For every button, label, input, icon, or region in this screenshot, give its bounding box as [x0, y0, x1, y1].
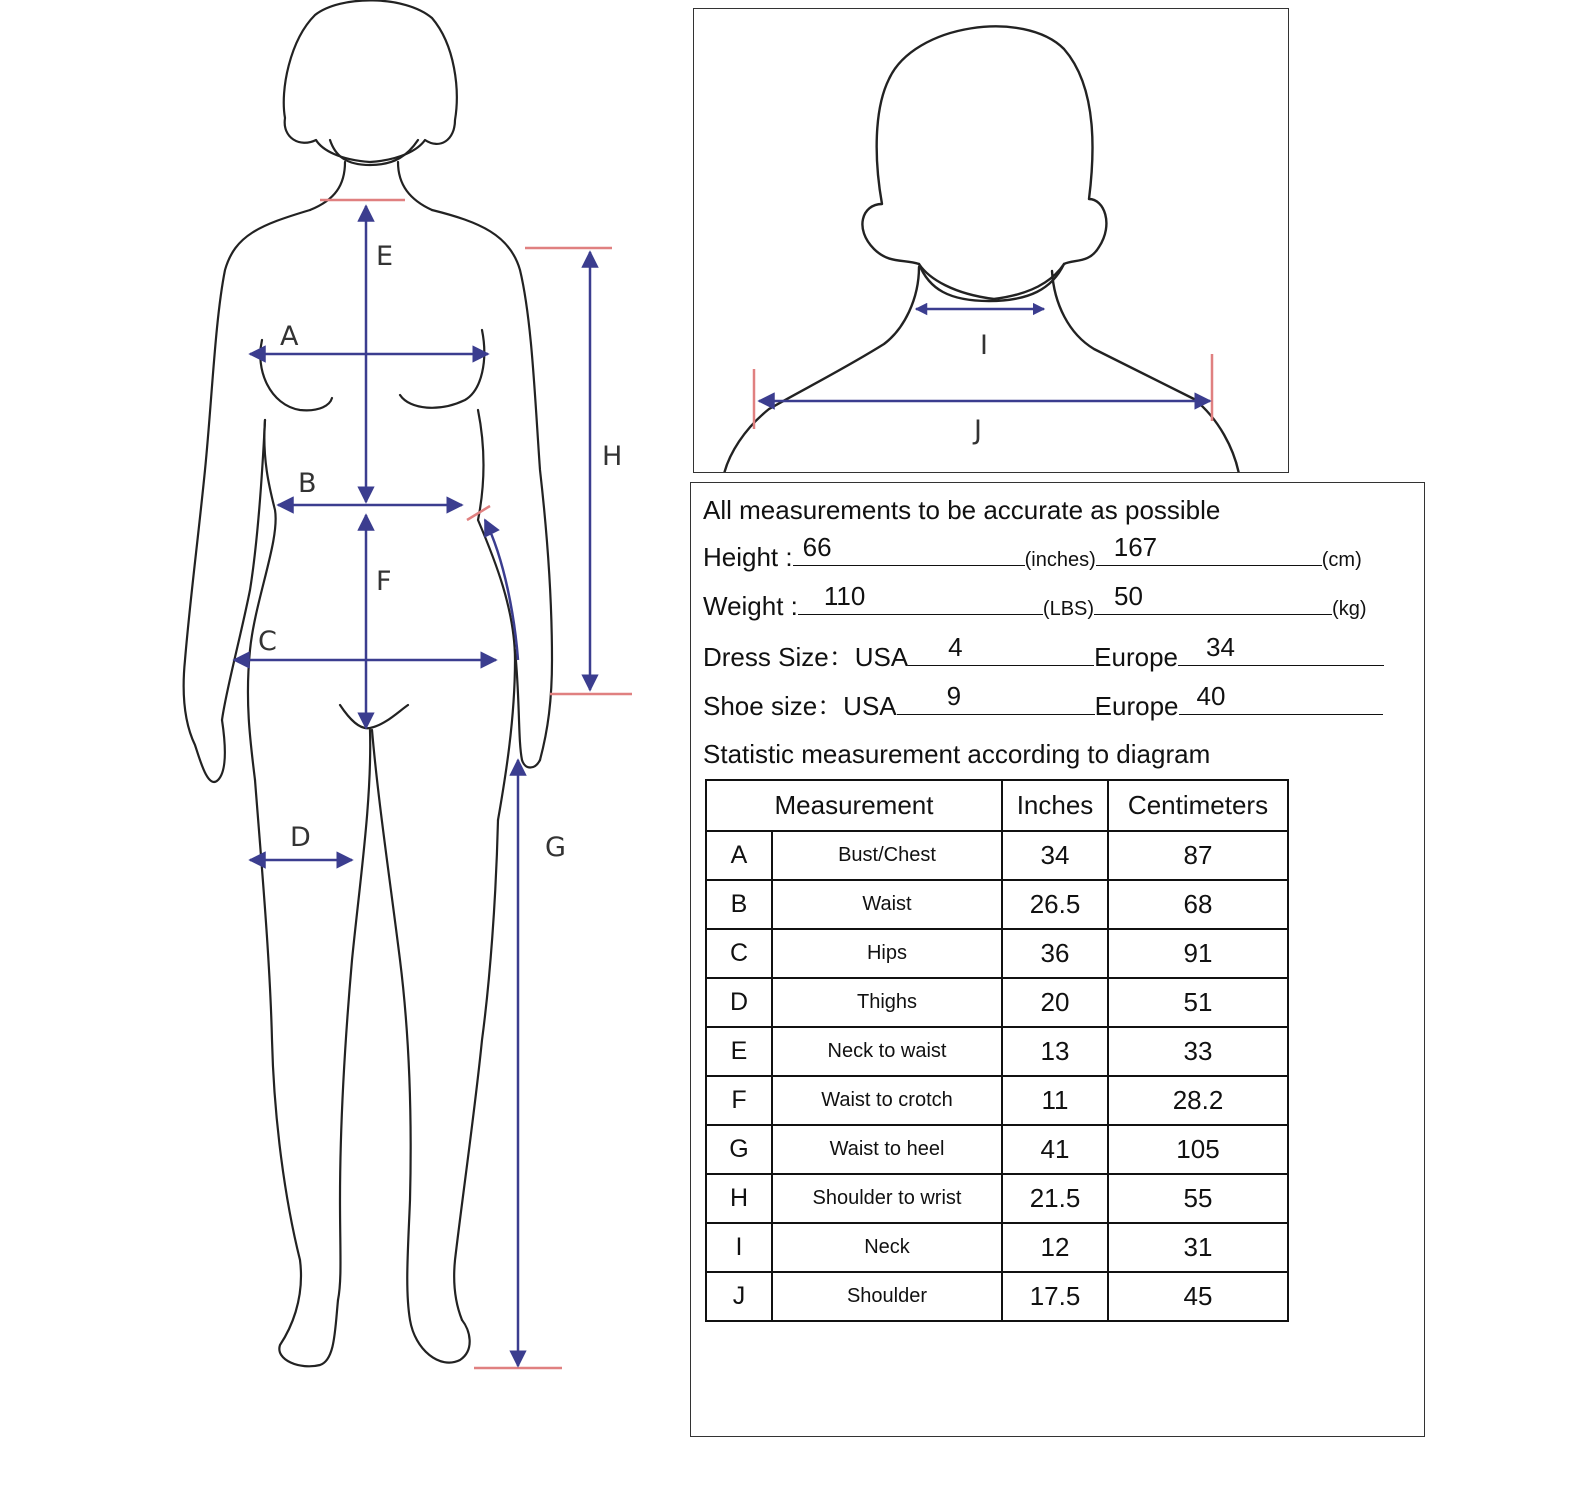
row-inches[interactable]: 36	[1002, 929, 1108, 978]
row-name: Shoulder to wrist	[772, 1174, 1002, 1223]
dress-size-row	[703, 632, 1384, 674]
height-label: Height :	[703, 542, 793, 572]
row-cm[interactable]: 87	[1108, 831, 1288, 880]
height-inches-unit: (inches)	[1024, 549, 1096, 571]
neck-shoulder-diagram	[694, 9, 1289, 473]
body-outline	[184, 0, 552, 1366]
row-name: Thighs	[772, 978, 1002, 1027]
row-letter: D	[706, 978, 772, 1027]
row-cm[interactable]: 45	[1108, 1272, 1288, 1321]
table-row	[706, 978, 1288, 1027]
table-row	[706, 880, 1288, 929]
table-row	[706, 1272, 1288, 1321]
measurement-form	[690, 482, 1425, 1437]
row-inches[interactable]: 13	[1002, 1027, 1108, 1076]
height-inches-field[interactable]: 66	[793, 539, 1025, 566]
shoe-usa-field[interactable]: 9	[897, 688, 1095, 715]
table-row	[706, 1125, 1288, 1174]
shoe-europe-label: Europe	[1094, 691, 1179, 721]
row-inches[interactable]: 12	[1002, 1223, 1108, 1272]
row-cm[interactable]: 28.2	[1108, 1076, 1288, 1125]
shoe-size-label: Shoe size：USA	[703, 691, 897, 721]
row-cm[interactable]: 105	[1108, 1125, 1288, 1174]
label-i: I	[980, 330, 988, 361]
dress-usa-field[interactable]: 4	[908, 639, 1094, 666]
row-cm[interactable]: 68	[1108, 880, 1288, 929]
label-j: J	[974, 415, 982, 446]
row-inches[interactable]: 17.5	[1002, 1272, 1108, 1321]
row-cm[interactable]: 55	[1108, 1174, 1288, 1223]
row-letter: B	[706, 880, 772, 929]
shoe-europe-field[interactable]: 40	[1179, 688, 1383, 715]
weight-row	[703, 581, 1367, 622]
row-name: Waist to heel	[772, 1125, 1002, 1174]
shoe-size-row	[703, 681, 1383, 723]
table-row	[706, 1174, 1288, 1223]
label-a: A	[280, 321, 299, 352]
table-row	[706, 929, 1288, 978]
row-letter: H	[706, 1174, 772, 1223]
row-letter: I	[706, 1223, 772, 1272]
height-cm-field[interactable]: 167	[1096, 539, 1322, 566]
statistic-title: Statistic measurement according to diagram	[703, 739, 1211, 769]
row-inches[interactable]: 11	[1002, 1076, 1108, 1125]
row-letter: G	[706, 1125, 772, 1174]
row-name: Neck	[772, 1223, 1002, 1272]
weight-lbs-field[interactable]: 110	[798, 588, 1043, 615]
head-outline	[724, 26, 1239, 473]
table-row	[706, 1076, 1288, 1125]
row-letter: E	[706, 1027, 772, 1076]
weight-lbs-unit: (LBS)	[1042, 598, 1095, 620]
row-inches[interactable]: 34	[1002, 831, 1108, 880]
row-name: Hips	[772, 929, 1002, 978]
label-b: B	[298, 468, 317, 499]
row-name: Waist	[772, 880, 1002, 929]
measurement-table	[705, 779, 1289, 1322]
neck-shoulder-panel	[693, 8, 1289, 473]
dress-size-label: Dress Size：USA	[703, 642, 909, 672]
label-g: G	[545, 832, 566, 863]
row-name: Bust/Chest	[772, 831, 1002, 880]
header-measurement: Measurement	[706, 780, 1002, 831]
row-inches[interactable]: 20	[1002, 978, 1108, 1027]
row-cm[interactable]: 51	[1108, 978, 1288, 1027]
dress-europe-field[interactable]: 34	[1178, 639, 1384, 666]
row-letter: J	[706, 1272, 772, 1321]
row-name: Shoulder	[772, 1272, 1002, 1321]
label-e: E	[376, 241, 394, 272]
header-inches: Inches	[1002, 780, 1108, 831]
row-inches[interactable]: 41	[1002, 1125, 1108, 1174]
table-row	[706, 1223, 1288, 1272]
label-c: C	[258, 626, 277, 657]
weight-kg-field[interactable]: 50	[1094, 588, 1332, 615]
label-h: H	[602, 441, 623, 472]
weight-label: Weight :	[703, 591, 798, 621]
table-header-row	[706, 780, 1288, 831]
form-title: All measurements to be accurate as possible	[703, 495, 1221, 525]
row-letter: A	[706, 831, 772, 880]
weight-kg-unit: (kg)	[1332, 598, 1367, 620]
row-name: Neck to waist	[772, 1027, 1002, 1076]
row-name: Waist to crotch	[772, 1076, 1002, 1125]
row-cm[interactable]: 33	[1108, 1027, 1288, 1076]
table-row	[706, 831, 1288, 880]
row-cm[interactable]: 91	[1108, 929, 1288, 978]
row-letter: C	[706, 929, 772, 978]
row-letter: F	[706, 1076, 772, 1125]
height-row	[703, 532, 1362, 573]
height-cm-unit: (cm)	[1321, 549, 1362, 571]
label-f: F	[376, 566, 392, 597]
dress-europe-label: Europe	[1094, 642, 1179, 672]
body-figure-diagram	[140, 0, 660, 1420]
table-row	[706, 1027, 1288, 1076]
header-centimeters: Centimeters	[1108, 780, 1288, 831]
row-inches[interactable]: 26.5	[1002, 880, 1108, 929]
row-inches[interactable]: 21.5	[1002, 1174, 1108, 1223]
row-cm[interactable]: 31	[1108, 1223, 1288, 1272]
label-d: D	[290, 822, 311, 853]
